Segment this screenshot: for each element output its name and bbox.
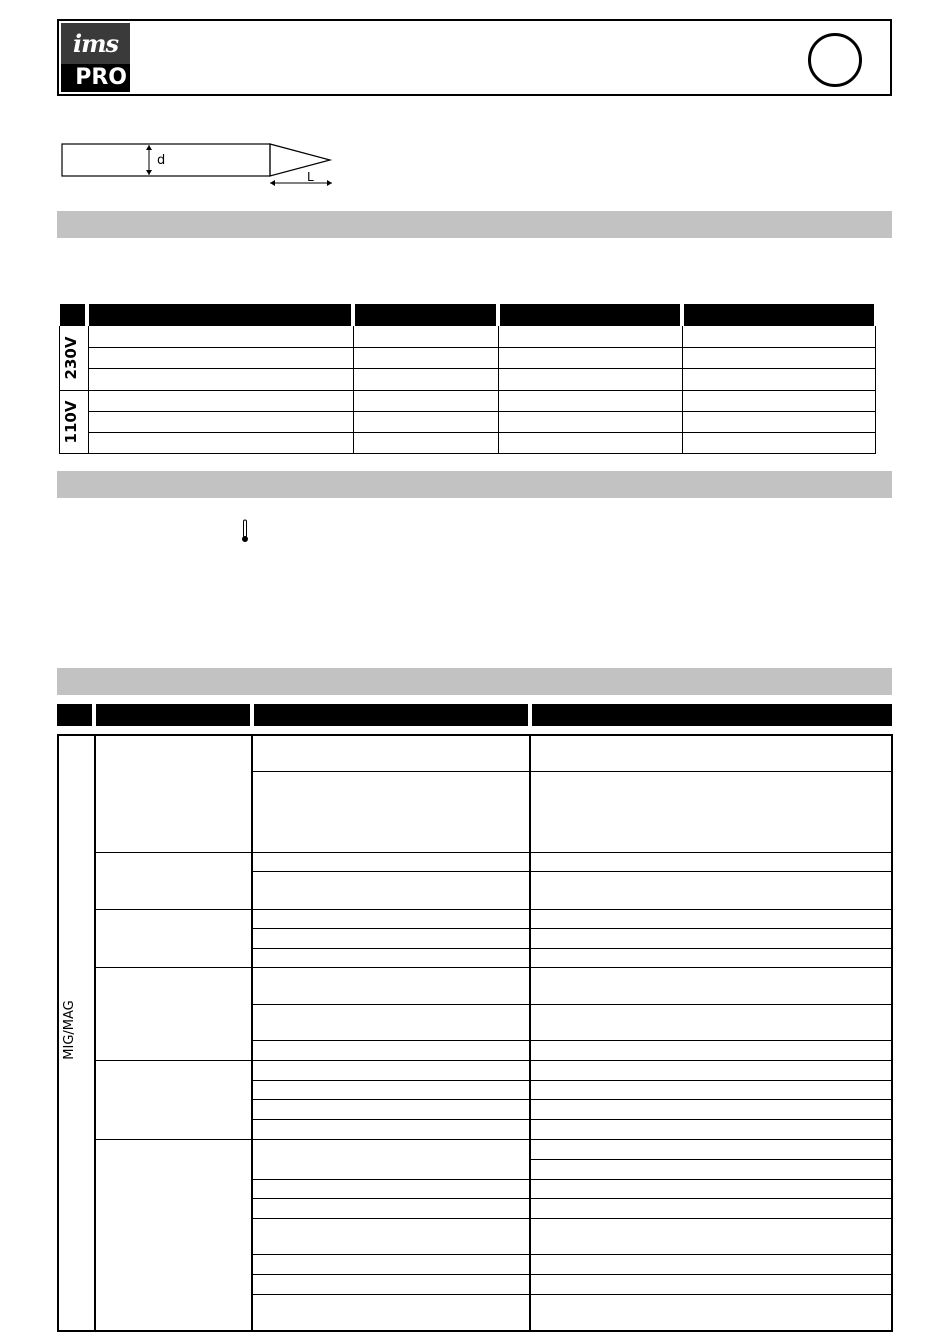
- table-row: [88, 412, 875, 433]
- table1-header-cell: [500, 304, 680, 326]
- electrode-tip: [270, 144, 330, 176]
- row-divider: [253, 1294, 892, 1295]
- row-divider: [253, 1254, 892, 1255]
- electrode-diagram: [60, 138, 340, 194]
- table1-header-cell: [89, 304, 351, 326]
- language-circle-icon: [808, 33, 862, 87]
- row-divider: [253, 1004, 892, 1005]
- table2-header-cell: [532, 704, 892, 726]
- column-divider: [498, 326, 499, 454]
- diameter-label: d: [157, 153, 166, 168]
- row-divider: [253, 1080, 892, 1081]
- table-row: [88, 326, 875, 348]
- electrode-body: [62, 144, 270, 176]
- row-divider: [253, 1099, 892, 1100]
- section-bar-2: [57, 471, 892, 498]
- row-divider: [253, 1179, 892, 1180]
- group-divider: [96, 909, 892, 910]
- table1-header-cell: [684, 304, 874, 326]
- row-divider: [253, 1218, 892, 1219]
- table2-header-cell: [96, 704, 250, 726]
- column-divider: [94, 734, 96, 1332]
- table2-frame: [57, 734, 893, 1332]
- table-row: [88, 391, 875, 412]
- voltage-label-110v: 110V: [62, 400, 80, 444]
- voltage-label-230v: 230V: [62, 336, 80, 380]
- column-divider: [88, 326, 89, 454]
- table1-header-cell: [355, 304, 496, 326]
- table-row: [88, 348, 875, 369]
- length-label: L: [307, 170, 314, 184]
- row-divider: [253, 1040, 892, 1041]
- row-divider: [253, 1274, 892, 1275]
- table2-header-cell: [254, 704, 528, 726]
- row-divider: [253, 771, 892, 772]
- group-divider: [96, 852, 892, 853]
- brand-logo: [61, 23, 130, 92]
- row-divider: [253, 1198, 892, 1199]
- section-bar-1: [57, 211, 892, 238]
- row-divider: [531, 1159, 892, 1160]
- diameter-arrowhead-bottom: [146, 170, 152, 175]
- length-arrowhead-left: [270, 180, 275, 186]
- logo-pro-label: PRO: [61, 64, 130, 92]
- thermometer-icon: [240, 519, 250, 543]
- column-divider: [682, 326, 683, 454]
- row-divider: [253, 928, 892, 929]
- logo-wordmark: ims: [61, 23, 130, 64]
- page-header: [57, 19, 892, 96]
- row-divider: [253, 871, 892, 872]
- section-bar-3: [57, 668, 892, 695]
- diameter-arrowhead-top: [146, 145, 152, 150]
- table2-header-cell: [57, 704, 92, 726]
- process-label-mig-mag: MIG/MAG: [62, 1000, 77, 1060]
- group-divider: [96, 1060, 892, 1061]
- length-arrowhead-right: [327, 180, 332, 186]
- row-divider: [253, 948, 892, 949]
- column-divider: [353, 326, 354, 454]
- column-divider: [251, 734, 253, 1332]
- group-divider: [96, 1139, 892, 1140]
- column-divider: [529, 734, 531, 1332]
- group-divider: [96, 967, 892, 968]
- row-divider: [253, 1119, 892, 1120]
